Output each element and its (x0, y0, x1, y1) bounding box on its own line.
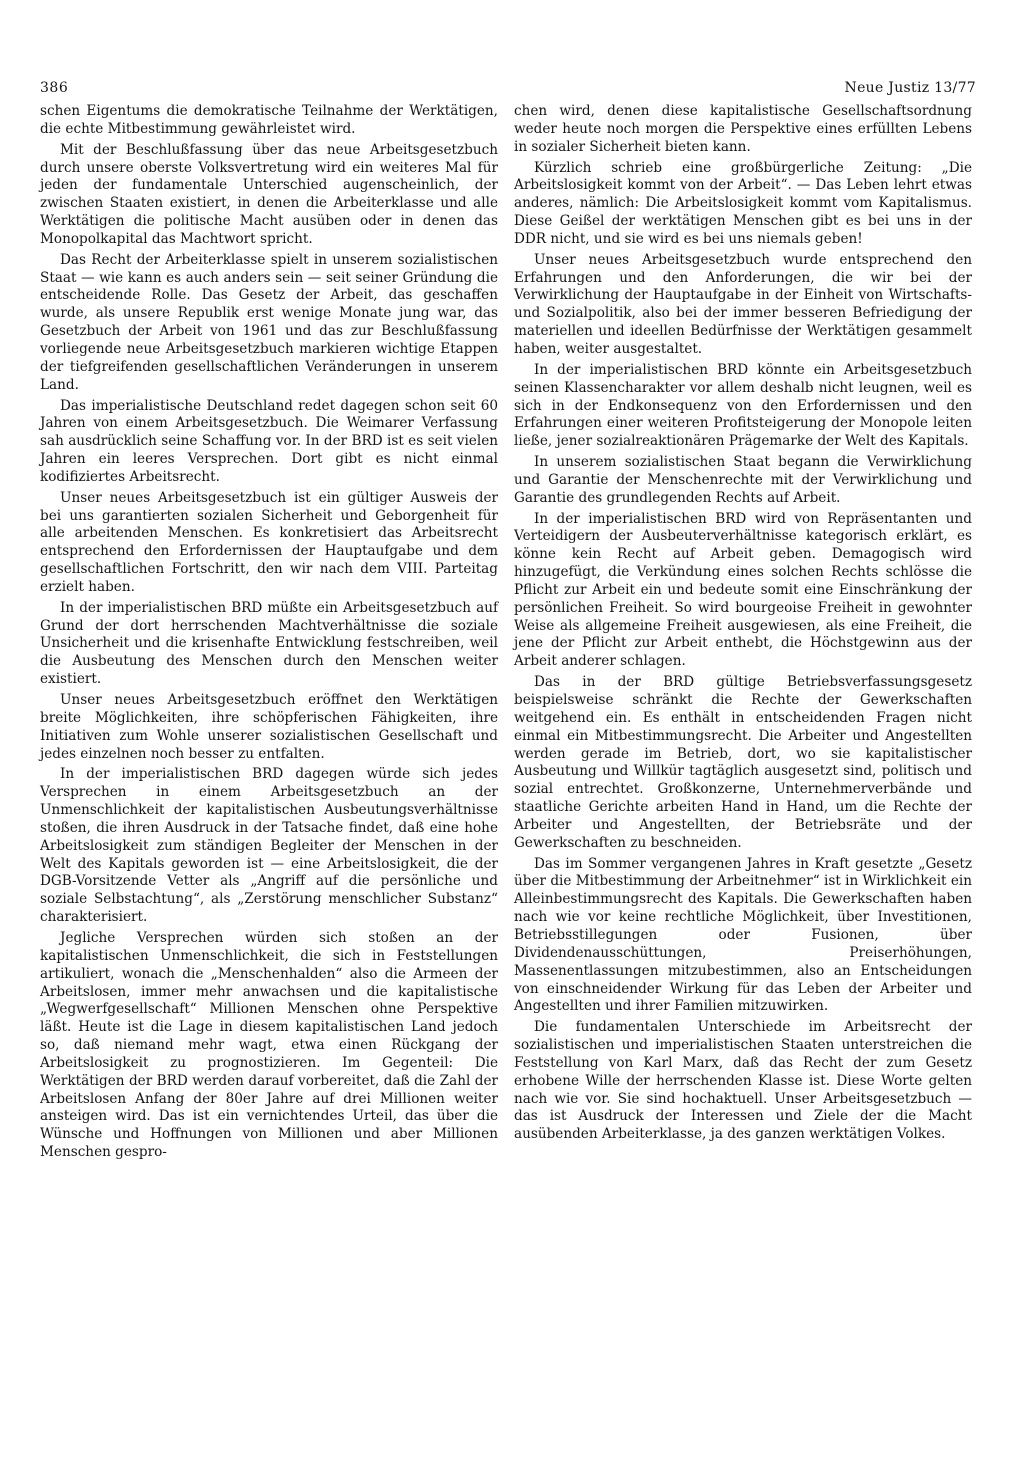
journal-running-head: Neue Justiz 13/77 (844, 80, 976, 96)
page-header (40, 80, 976, 100)
right-column (514, 103, 972, 1144)
left-column (40, 103, 498, 1162)
paragraph: Jegliche Versprechen würden sich stoßen an der kapitalistischen Unmenschlichkeit, die sich in Feststellungen artikuliert, wonach die „Menschenhalden“ also die Armeen der Arbeitslosen, immer mehr anwachsen und die kapitalistische „Wegwerfgesellschaft“ Millionen Menschen ohne Perspektive läßt. Heute ist die Lage in diesem kapitalistischen Land jedoch so, daß niemand mehr wagt, etwa einen Rückgang der Arbeitslosigkeit zu prognostizieren. Im Gegenteil: Die Werktätigen der BRD werden darauf vorbereitet, daß die Zahl der Arbeitslosen Anfang der 80er Jahre auf drei Millionen weiter ansteigen wird. Das ist ein vernichtendes Urteil, das über die Wünsche und Hoffnungen von Millionen und aber Millionen Menschen gespro- (40, 929, 498, 1161)
paragraph: chen wird, denen diese kapitalistische Gesellschaftsordnung weder heute noch morgen die Perspektive eines erfüllten Lebens in sozialer Sicherheit bieten kann. (514, 103, 972, 155)
paragraph: Kürzlich schrieb eine großbürgerliche Zeitung: „Die Arbeitslosigkeit kommt von der Arbeit“. — Das Leben lehrt etwas anderes, nämlich: Die Arbeitslosigkeit kommt vom Kapitalismus. Diese Geißel der werktätigen Menschen gibt es bei uns in der DDR nicht, und sie wird es bei uns niemals geben! (514, 159, 972, 247)
paragraph: Das im Sommer vergangenen Jahres in Kraft gesetzte „Gesetz über die Mitbestimmung der Arbeitnehmer“ ist in Wirklichkeit ein Alleinbestimmungsrecht des Kapitals. Die Gewerkschaften haben nach wie vor keine rechtliche Möglichkeit, über Investitionen, Betriebsstillegungen oder Fusionen, über Dividendenausschüttungen, Preiserhöhungen, Massenentlassungen mitzubestimmen, also an Entscheidungen von einschneidender Wirkung für das Leben der Arbeiter und Angestellten und ihrer Familien mitzuwirken. (514, 855, 972, 1015)
page-number: 386 (40, 80, 69, 96)
paragraph: Unser neues Arbeitsgesetzbuch eröffnet den Werktätigen breite Möglichkeiten, ihre schöpferischen Fähigkeiten, ihre Initiativen zum Wohle unserer sozialistischen Gesellschaft und jedes einzelnen noch besser zu entfalten. (40, 692, 498, 762)
paragraph: Das imperialistische Deutschland redet dagegen schon seit 60 Jahren von einem Arbeitsgesetzbuch. Die Weimarer Verfassung sah ausdrücklich seine Schaffung vor. In der BRD ist es seit vielen Jahren ein leeres Versprechen. Dort gibt es nicht einmal kodifiziertes Arbeitsrecht. (40, 397, 498, 485)
paragraph: In unserem sozialistischen Staat begann die Verwirklichung und Garantie der Menschenrechte mit der Verwirklichung und Garantie des grundlegenden Rechts auf Arbeit. (514, 454, 972, 506)
paragraph: Unser neues Arbeitsgesetzbuch wurde entsprechend den Erfahrungen und den Anforderungen, die wir bei der Verwirklichung der Hauptaufgabe in der Einheit von Wirtschafts- und Sozialpolitik, also bei der immer besseren Befriedigung der materiellen und ideellen Bedürfnisse der Werktätigen gesammelt haben, weiter ausgestaltet. (514, 251, 972, 357)
paragraph: schen Eigentums die demokratische Teilnahme der Werktätigen, die echte Mitbestimmung gewährleistet wird. (40, 103, 498, 137)
paragraph: In der imperialistischen BRD könnte ein Arbeitsgesetzbuch seinen Klassencharakter vor allem deshalb nicht leugnen, weil es sich in der Endkonsequenz von den Erfordernissen und den Erfahrungen einer weiteren Profitsteigerung der Monopole leiten ließe, jener sozialreaktionären Prägemarke der Welt des Kapitals. (514, 361, 972, 450)
paragraph: In der imperialistischen BRD dagegen würde sich jedes Versprechen in einem Arbeitsgesetzbuch an der Unmenschlichkeit der kapitalistischen Ausbeutungsverhältnisse stoßen, die ihren Ausdruck in der Tatsache findet, daß eine hohe Arbeitslosigkeit zum ständigen Begleiter der Menschen in der Welt des Kapitals geworden ist — eine Arbeitslosigkeit, die der DGB-Vorsitzende Vetter als „Angriff auf die persönliche und soziale Selbstachtung“, als „Zerstörung menschlicher Substanz“ charakterisiert. (40, 766, 498, 926)
paragraph: In der imperialistischen BRD wird von Repräsentanten und Verteidigern der Ausbeuterverhältnisse kategorisch erklärt, es könne kein Recht auf Arbeit geben. Demagogisch wird hinzugefügt, die Verkündung eines solchen Rechts schlösse die Pflicht zur Arbeit ein und bedeute somit eine Einschränkung der persönlichen Freiheit. So wird bourgeoise Freiheit in gewohnter Weise als allgemeine Freiheit ausgewiesen, als eine Freiheit, die jene der Pflicht zur Arbeit enthebt, die Höchstgewinn aus der Arbeit anderer schlagen. (514, 510, 972, 670)
paragraph: Mit der Beschlußfassung über das neue Arbeitsgesetzbuch durch unsere oberste Volksvertretung wird ein weiteres Mal für jeden der fundamentale Unterschied augenscheinlich, der zwischen Staaten existiert, in denen die Arbeiterklasse und alle Werktätigen die politische Macht ausüben oder in denen das Monopolkapital das Machtwort spricht. (40, 141, 498, 247)
paragraph: Unser neues Arbeitsgesetzbuch ist ein gültiger Ausweis der bei uns garantierten sozialen Sicherheit und Geborgenheit für alle arbeitenden Menschen. Es konkretisiert das Arbeitsrecht entsprechend den Erfordernissen der Hauptaufgabe und dem gesellschaftlichen Fortschritt, den wir nach dem VIII. Parteitag erzielt haben. (40, 489, 498, 595)
paragraph: Das Recht der Arbeiterklasse spielt in unserem sozialistischen Staat — wie kann es auch anders sein — seit seiner Gründung die entscheidende Rolle. Das Gesetz der Arbeit, das geschaffen wurde, als unsere Republik erst wenige Monate jung war, das Gesetzbuch der Arbeit von 1961 und das zur Beschlußfassung vorliegende neue Arbeitsgesetzbuch markieren wichtige Etappen der tiefgreifenden gesellschaftlichen Veränderungen in unserem Land. (40, 251, 498, 393)
paragraph: Das in der BRD gültige Betriebsverfassungsgesetz beispielsweise schränkt die Rechte der Gewerkschaften weitgehend ein. Es enthält in entscheidenden Fragen nicht einmal ein Mitbestimmungsrecht. Die Arbeiter und Angestellten werden gerade im Betrieb, dort, wo sie kapitalistischer Ausbeutung und Willkür tagtäglich ausgesetzt sind, politisch und sozial entrechtet. Großkonzerne, Unternehmerverbände und staatliche Gerichte arbeiten Hand in Hand, um die Rechte der Arbeiter und Angestellten, der Betriebsräte und der Gewerkschaften zu beschneiden. (514, 674, 972, 851)
paragraph: Die fundamentalen Unterschiede im Arbeitsrecht der sozialistischen und imperialistischen Staaten unterstreichen die Feststellung von Karl Marx, daß das Recht der zum Gesetz erhobene Wille der herrschenden Klasse ist. Diese Worte gelten nach wie vor. Sie sind hochaktuell. Unser Arbeitsgesetzbuch — das ist Ausdruck der Interessen und Ziele der die Macht ausübenden Arbeiterklasse, ja des ganzen werktätigen Volkes. (514, 1019, 972, 1143)
paragraph: In der imperialistischen BRD müßte ein Arbeitsgesetzbuch auf Grund der dort herrschenden Machtverhältnisse die soziale Unsicherheit und die krisenhafte Entwicklung festschreiben, weil die Ausbeutung des Menschen durch den Menschen weiter existiert. (40, 599, 498, 688)
